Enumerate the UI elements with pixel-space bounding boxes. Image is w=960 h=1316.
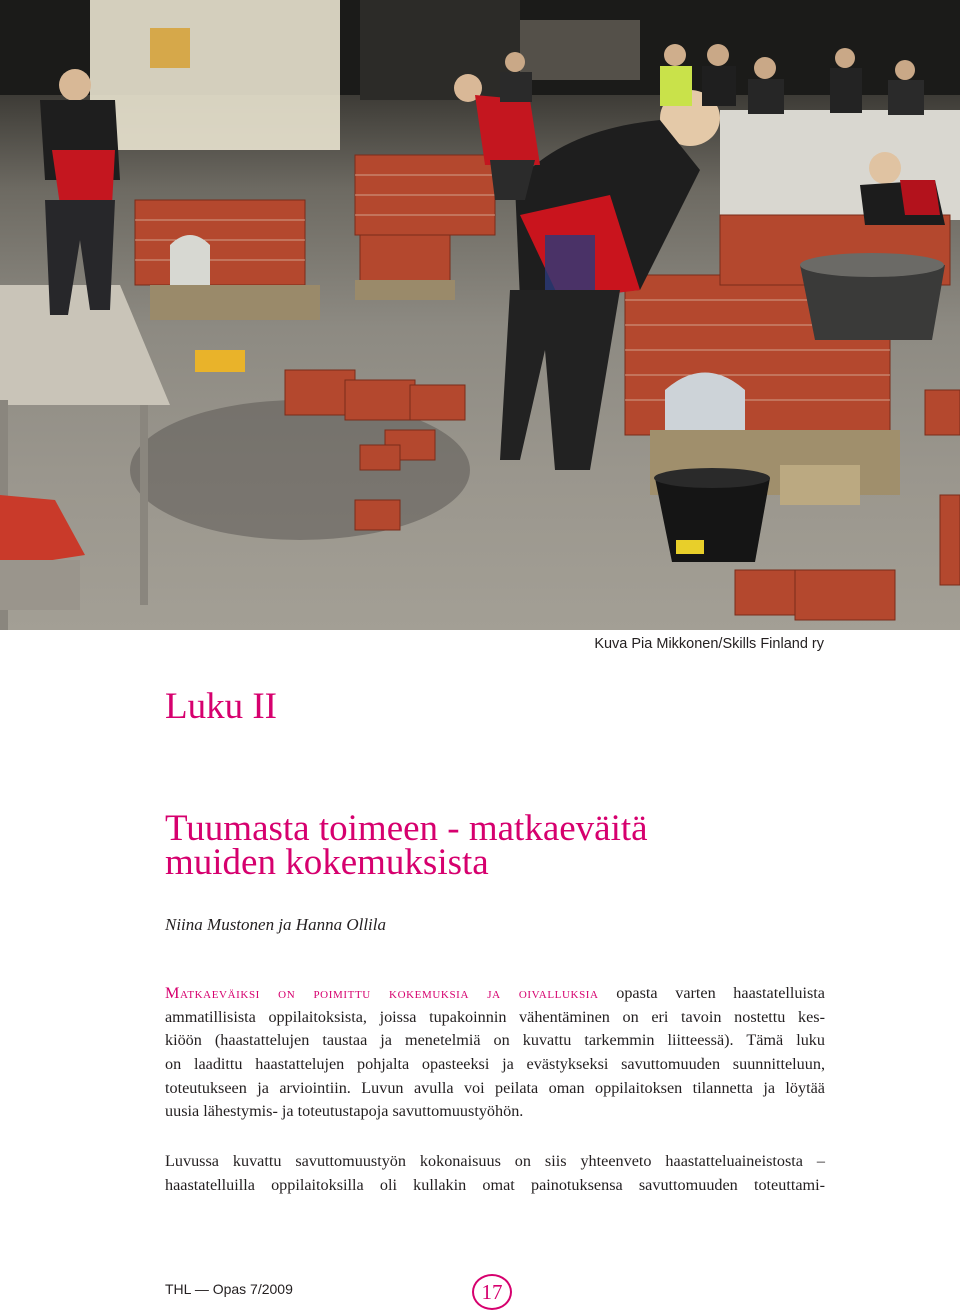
title-line-2: muiden kokemuksista — [165, 842, 489, 883]
paragraph-line: kiöön (haastattelujen taustaa ja menetelmiä on kuvattu tarkemmin liitteessä). Tämä luku — [165, 1031, 825, 1050]
paragraph-line: Luvussa kuvattu savuttomuustyön kokonaisuus on siis yhteenveto haastatteluaineistosta – — [165, 1152, 825, 1170]
page-number-badge — [472, 1274, 512, 1310]
paragraph-line: toteutukseen ja arviointiin. Luvun avulla voi peilata oman oppilaitoksen tilannetta ja löytää — [165, 1078, 825, 1097]
authors: Niina Mustonen ja Hanna Ollila — [165, 915, 386, 934]
title-line-1: Tuumasta toimeen - matkaeväitä — [165, 808, 648, 849]
paragraph-line — [165, 982, 825, 1006]
paragraph-line: ammatillisista oppilaitoksista, joissa tupakoinnin vähentäminen on eri tavoin nostettu kes- — [165, 1007, 825, 1026]
paragraph-line: haastatelluilla oppilaitoksilla oli kullakin omat painotuksensa savuttomuuden toteuttami- — [165, 1175, 825, 1194]
footer-publication: THL — Opas 7/2009 — [165, 1281, 293, 1297]
paragraph-line: uusia lähestymis- ja toteutustapoja savuttomuustyöhön. — [165, 1102, 524, 1121]
chapter-label: Luku II — [165, 686, 277, 727]
page-number: 17 — [481, 1279, 503, 1304]
cover-photo — [0, 0, 960, 630]
chapter-title — [165, 808, 865, 883]
paragraph-intro — [165, 982, 825, 1124]
paragraph-summary — [165, 1150, 825, 1197]
photo-caption: Kuva Pia Mikkonen/Skills Finland ry — [594, 636, 824, 652]
lead-in-rest: opasta varten haastatelluista — [598, 984, 825, 1002]
lead-in-smallcaps: Matkaeväiksi on poimittu kokemuksia ja oivalluksia — [165, 984, 599, 1002]
paragraph-line: on laadittu haastattelujen pohjalta opasteeksi ja evästykseksi savuttomuuden suunnitteluun, — [165, 1055, 825, 1074]
photo-illustration — [0, 0, 960, 630]
